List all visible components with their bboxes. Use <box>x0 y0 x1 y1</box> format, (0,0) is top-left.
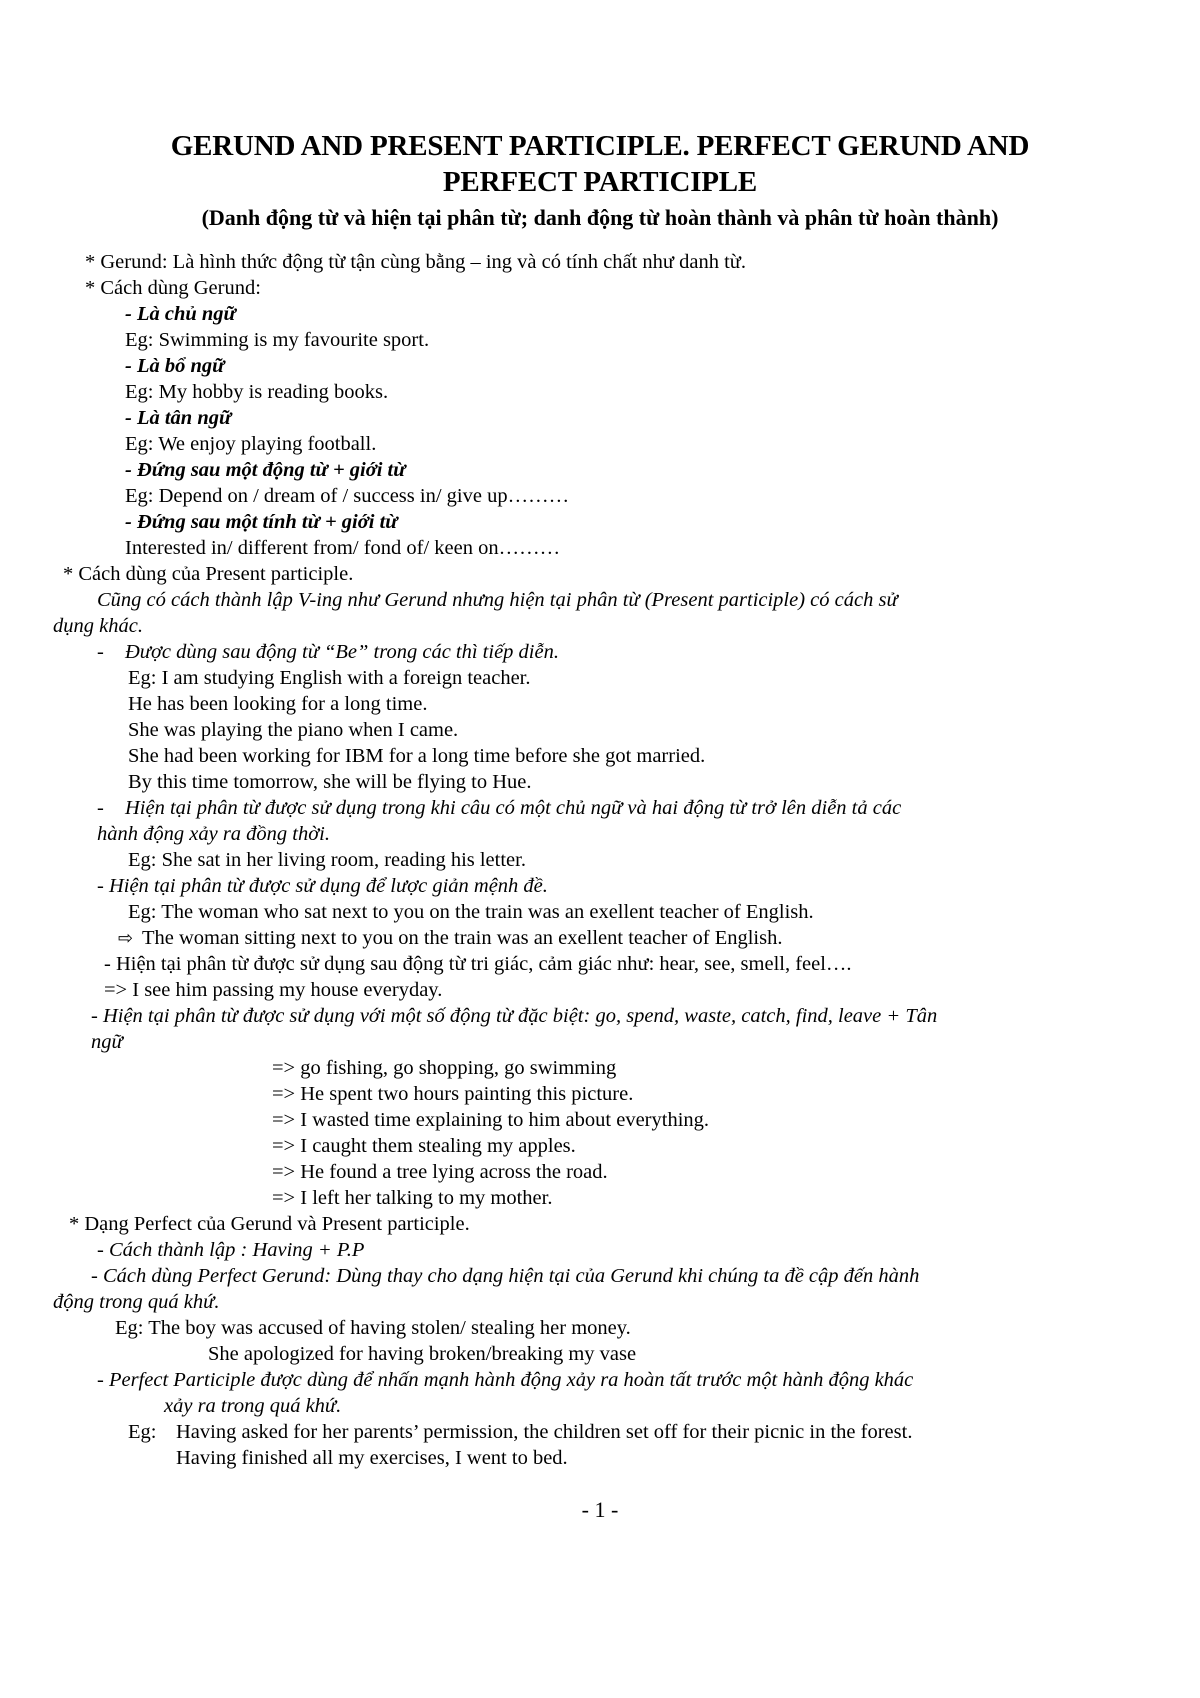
perfect-participle-example-2: Having finished all my exercises, I went to bed. <box>176 1447 568 1469</box>
participle-special-example: => I wasted time explaining to him about everything. <box>272 1109 710 1131</box>
participle-special-example: => I caught them stealing my apples. <box>272 1135 576 1157</box>
perfect-gerund-example-1: Eg: The boy was accused of having stolen/ stealing her money. <box>115 1317 631 1339</box>
participle-special-example: => I left her talking to my mother. <box>272 1187 553 1209</box>
perfect-participle-example-1: Having asked for her parents’ permission, the children set off for their picnic in the forest. <box>176 1421 913 1443</box>
gerund-object-example: Eg: We enjoy playing football. <box>125 433 377 455</box>
perfect-participle-line-2: xảy ra trong quá khứ. <box>164 1395 342 1417</box>
participle-be-example: He has been looking for a long time. <box>128 693 428 715</box>
participle-simultaneous-line-1: Hiện tại phân từ được sử dụng trong khi câu có một chủ ngữ và hai động từ trở lên diễn tả các <box>125 797 902 819</box>
participle-reduce-example: Eg: The woman who sat next to you on the train was an exellent teacher of English. <box>128 901 814 923</box>
participle-be-example: She was playing the piano when I came. <box>128 719 459 741</box>
arrow-right-icon: ⇨ <box>118 928 134 949</box>
perfect-formation: - Cách thành lập : Having + P.P <box>97 1239 365 1261</box>
participle-be-bullet: - <box>97 641 104 663</box>
gerund-complement-label: - Là bổ ngữ <box>125 355 225 377</box>
participle-heading: * Cách dùng của Present participle. <box>63 563 354 585</box>
gerund-usage-heading: * Cách dùng Gerund: <box>85 277 261 299</box>
perfect-participle-line-1: - Perfect Participle được dùng để nhấn mạnh hành động xảy ra hoàn tất trước một hành động khác <box>97 1369 914 1391</box>
gerund-adj-prep-example: Interested in/ different from/ fond of/ keen on……… <box>125 537 561 559</box>
participle-special-example: => He spent two hours painting this picture. <box>272 1083 634 1105</box>
participle-perception-line: - Hiện tại phân từ được sử dụng sau động từ tri giác, cảm giác như: hear, see, smell, feel…. <box>104 953 852 975</box>
participle-reduce-result <box>118 924 782 953</box>
participle-special-line-1: - Hiện tại phân từ được sử dụng với một số động từ đặc biệt: go, spend, waste, catch, find, leave + Tân <box>91 1005 938 1027</box>
participle-be-example: Eg: I am studying English with a foreign teacher. <box>128 667 531 689</box>
participle-reduce-label: - Hiện tại phân từ được sử dụng để lược giản mệnh đề. <box>97 875 548 897</box>
participle-intro-line-2: dụng khác. <box>53 615 143 637</box>
gerund-subject-example: Eg: Swimming is my favourite sport. <box>125 329 430 351</box>
gerund-verb-prep-example: Eg: Depend on / dream of / success in/ give up……… <box>125 485 570 507</box>
perfect-heading: * Dạng Perfect của Gerund và Present participle. <box>69 1213 470 1235</box>
page-number: - 1 - <box>581 1497 619 1522</box>
gerund-object-label: - Là tân ngữ <box>125 407 232 429</box>
gerund-subject-label: - Là chủ ngữ <box>125 303 236 325</box>
participle-be-example: She had been working for IBM for a long time before she got married. <box>128 745 706 767</box>
perfect-gerund-example-2: She apologized for having broken/breaking my vase <box>208 1343 637 1365</box>
gerund-adj-prep-label: - Đứng sau một tính từ + giới từ <box>125 511 398 533</box>
perfect-gerund-line-2: động trong quá khứ. <box>53 1291 220 1313</box>
participle-simultaneous-bullet: - <box>97 797 104 819</box>
participle-reduce-result-text: The woman sitting next to you on the train was an exellent teacher of English. <box>142 927 783 949</box>
perfect-gerund-line-1: - Cách dùng Perfect Gerund: Dùng thay cho dạng hiện tại của Gerund khi chúng ta đề cập đến hành <box>91 1265 920 1287</box>
participle-special-line-2: ngữ <box>91 1031 123 1053</box>
participle-perception-example: => I see him passing my house everyday. <box>104 979 443 1001</box>
gerund-definition: * Gerund: Là hình thức động từ tận cùng bằng – ing và có tính chất như danh từ. <box>85 251 747 273</box>
perfect-participle-eg-label: Eg: <box>128 1421 157 1443</box>
participle-simultaneous-line-2: hành động xảy ra đồng thời. <box>97 823 331 845</box>
gerund-verb-prep-label: - Đứng sau một động từ + giới từ <box>125 459 406 481</box>
gerund-complement-example: Eg: My hobby is reading books. <box>125 381 389 403</box>
page-subtitle: (Danh động từ và hiện tại phân từ; danh động từ hoàn thành và phân từ hoàn thành) <box>201 205 999 230</box>
page-title-line-1: GERUND AND PRESENT PARTICIPLE. PERFECT GERUND AND <box>170 130 1030 162</box>
participle-simultaneous-example: Eg: She sat in her living room, reading his letter. <box>128 849 526 871</box>
participle-special-example: => He found a tree lying across the road. <box>272 1161 608 1183</box>
participle-be-label: Được dùng sau động từ “Be” trong các thì tiếp diễn. <box>125 641 559 663</box>
participle-be-example: By this time tomorrow, she will be flying to Hue. <box>128 771 532 793</box>
page-title-line-2: PERFECT PARTICIPLE <box>442 166 758 198</box>
participle-intro-line-1: Cũng có cách thành lập V-ing như Gerund nhưng hiện tại phân từ (Present participle) có cách sử <box>97 589 898 611</box>
participle-special-example: => go fishing, go shopping, go swimming <box>272 1057 617 1079</box>
